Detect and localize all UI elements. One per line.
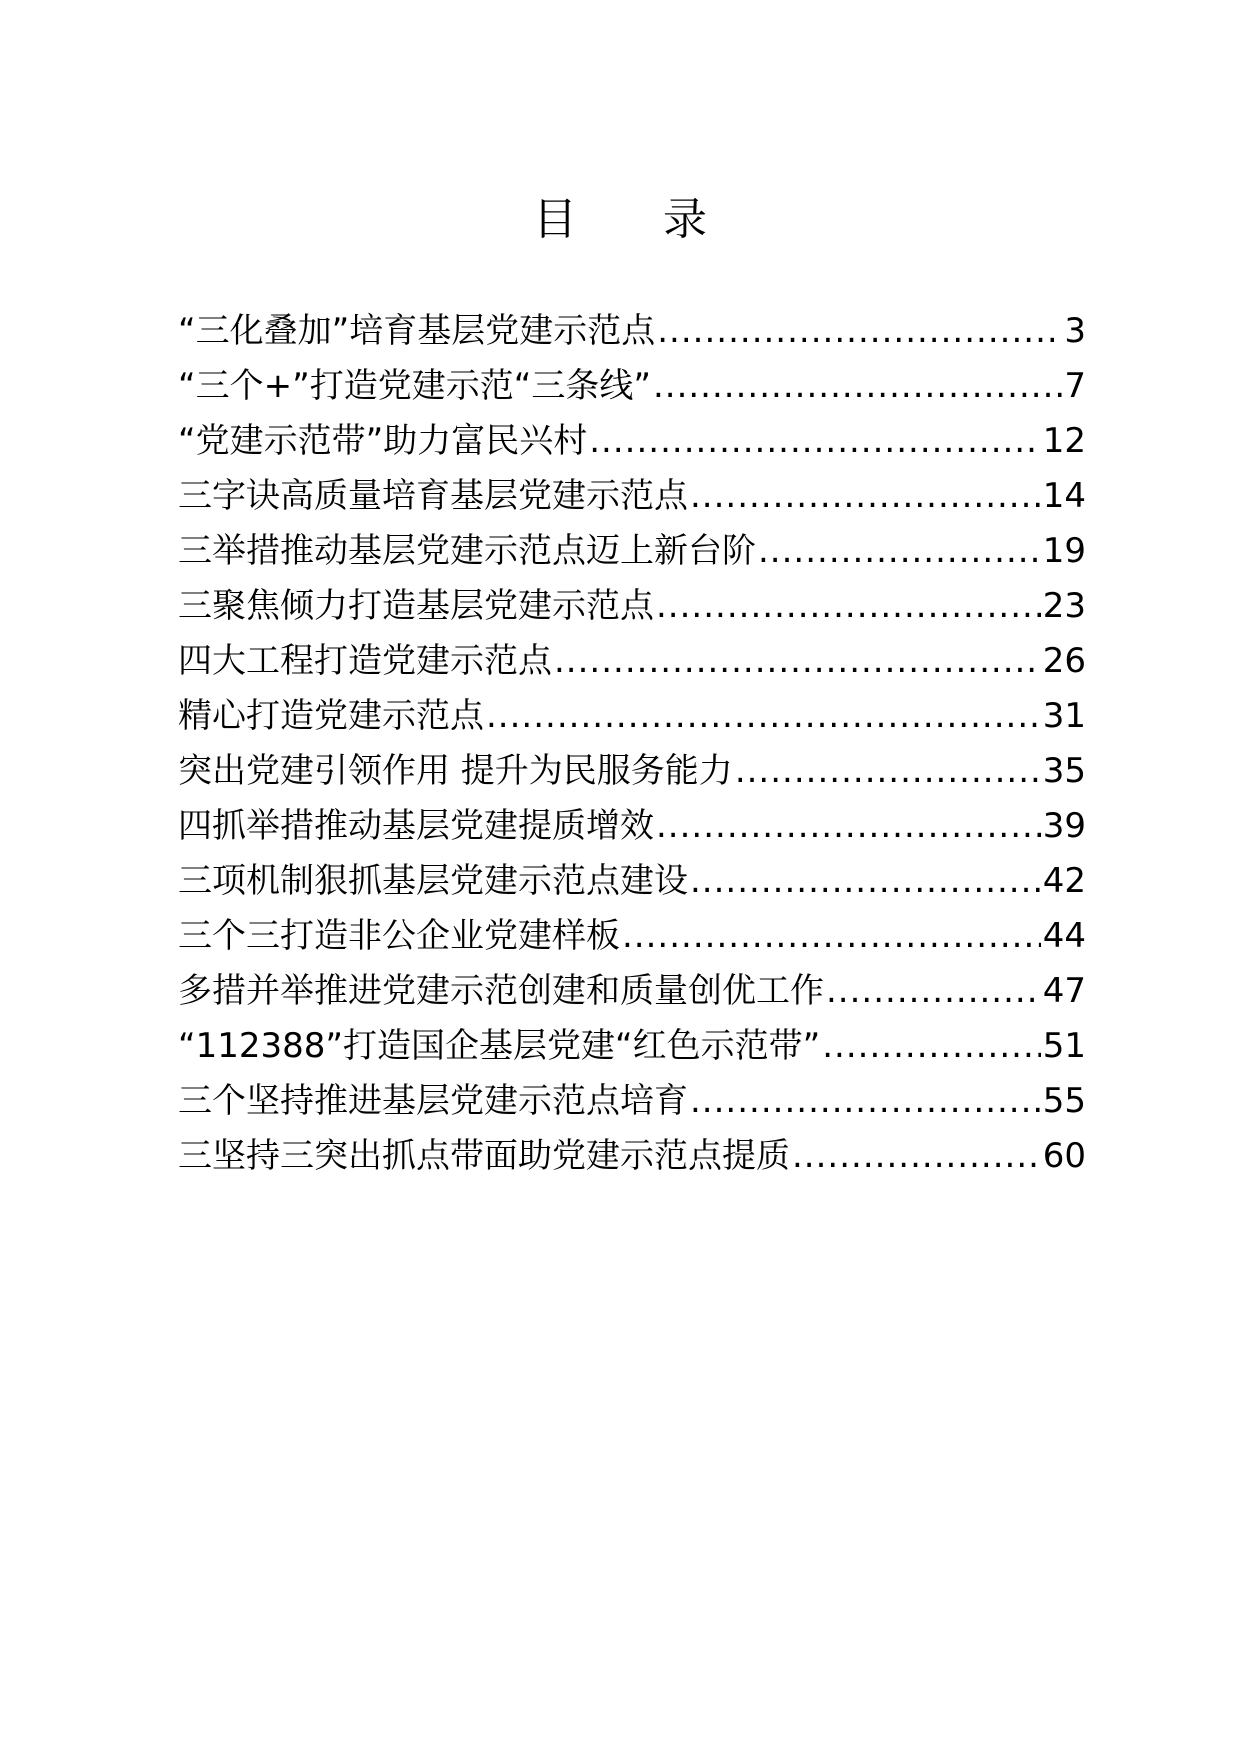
dot-leader [657,304,1062,359]
dot-leader [486,689,1041,744]
toc-entry-page: 51 [1042,1026,1086,1066]
toc-entry[interactable] [178,744,1086,799]
toc-entry-title: “112388”打造国企基层党建“红色示范带” [178,1026,821,1066]
dot-leader [690,469,1041,524]
toc-entry[interactable] [178,359,1086,414]
toc-entry-title: 三项机制狠抓基层党建示范点建设 [178,861,688,901]
toc-entry[interactable] [178,964,1086,1019]
toc-entry-page: 7 [1064,366,1086,406]
toc-entry-page: 60 [1042,1136,1086,1176]
table-of-contents [178,304,1086,1184]
dot-leader [826,964,1041,1019]
toc-entry[interactable] [178,634,1086,689]
dot-leader [656,799,1041,854]
toc-entry[interactable] [178,579,1086,634]
toc-entry-title: “三个+”打造党建示范“三条线” [178,366,651,406]
toc-entry-page: 31 [1042,696,1086,736]
toc-entry-page: 35 [1042,751,1086,791]
toc-entry-page: 39 [1042,806,1086,846]
toc-entry-title: 多措并举推进党建示范创建和质量创优工作 [178,971,824,1011]
dot-leader [690,1074,1041,1129]
dot-leader [822,1019,1040,1074]
dot-leader [622,909,1041,964]
dot-leader [653,359,1062,414]
toc-entry[interactable] [178,799,1086,854]
toc-entry-page: 26 [1042,641,1086,681]
toc-entry-title: “三化叠加”培育基层党建示范点 [178,311,656,351]
dot-leader [690,854,1041,909]
toc-entry[interactable] [178,414,1086,469]
toc-entry[interactable] [178,854,1086,909]
toc-entry-page: 14 [1042,476,1086,516]
toc-entry[interactable] [178,1074,1086,1129]
toc-entry-page: 44 [1042,916,1086,956]
toc-entry-title: “党建示范带”助力富民兴村 [178,421,588,461]
dot-leader [656,579,1041,634]
toc-title: 目 录 [533,194,743,245]
dot-leader [758,524,1041,579]
toc-entry[interactable] [178,1019,1086,1074]
toc-entry-page: 19 [1042,531,1086,571]
dot-leader [589,414,1041,469]
toc-entry-page: 55 [1042,1081,1086,1121]
toc-entry-page: 42 [1042,861,1086,901]
toc-entry[interactable] [178,469,1086,524]
dot-leader [554,634,1041,689]
toc-entry-page: 3 [1064,311,1086,351]
toc-entry-page: 47 [1042,971,1086,1011]
toc-entry[interactable] [178,524,1086,579]
toc-entry[interactable] [178,1129,1086,1184]
toc-entry[interactable] [178,909,1086,964]
toc-entry-title: 精心打造党建示范点 [178,696,484,736]
toc-entry-title: 三字诀高质量培育基层党建示范点 [178,476,688,516]
toc-entry-title: 三聚焦倾力打造基层党建示范点 [178,586,654,626]
dot-leader [735,744,1041,799]
toc-entry-page: 12 [1042,421,1086,461]
dot-leader [792,1129,1041,1184]
toc-entry[interactable] [178,304,1086,359]
toc-entry-title: 三个坚持推进基层党建示范点培育 [178,1081,688,1121]
toc-entry-title: 三坚持三突出抓点带面助党建示范点提质 [178,1136,790,1176]
toc-entry-title: 突出党建引领作用 提升为民服务能力 [178,751,733,791]
toc-entry-title: 三举措推动基层党建示范点迈上新台阶 [178,531,756,571]
toc-entry[interactable] [178,689,1086,744]
toc-entry-title: 四抓举措推动基层党建提质增效 [178,806,654,846]
toc-entry-page: 23 [1042,586,1086,626]
toc-entry-title: 四大工程打造党建示范点 [178,641,552,681]
toc-entry-title: 三个三打造非公企业党建样板 [178,916,620,956]
